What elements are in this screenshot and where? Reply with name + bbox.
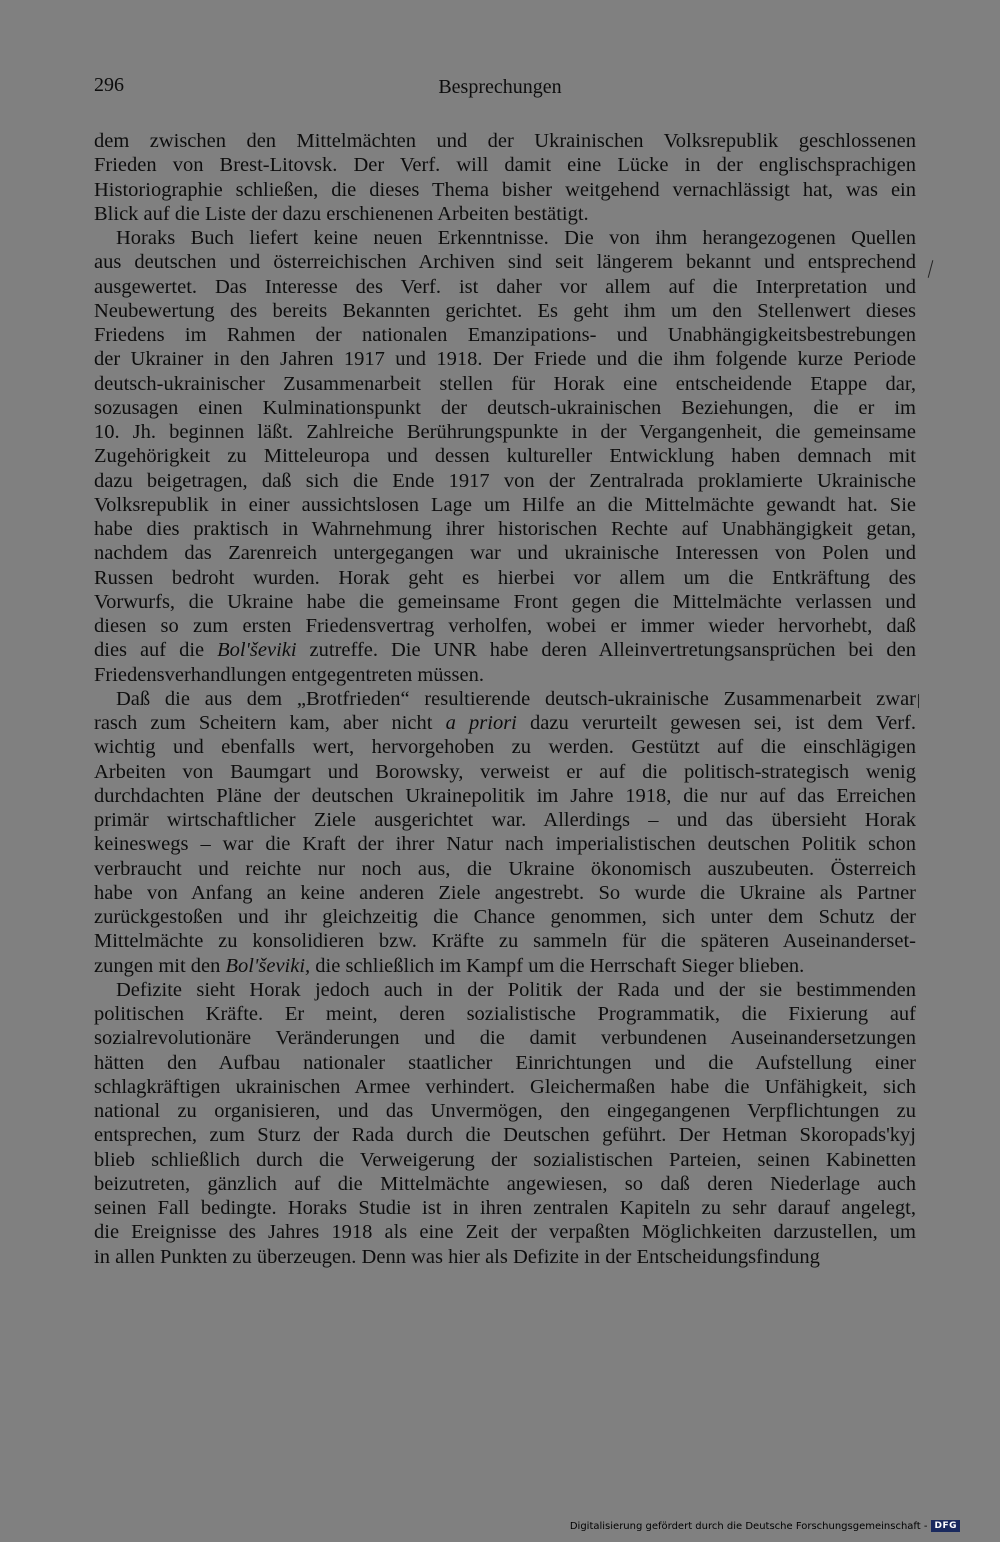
text-run: keineswegs – war die Kraft der ihrer Natur nach imperialistischen deutschen Politik schon (94, 833, 916, 856)
text-run: Neubewertung des bereits Bekannten gerichtet. Es geht ihm um den Stellenwert dieses (94, 299, 916, 322)
text-run: die schließlich im Kampf um die Herrschaft Sieger blieben. (310, 954, 805, 977)
running-head: Besprechungen (438, 76, 562, 98)
text-line (94, 978, 916, 1002)
text-run: ausgewertet. Das Interesse des Verf. ist daher vor allem auf die Interpretation und (94, 275, 916, 298)
footer-credit (570, 1520, 960, 1532)
text-run: national zu organisieren, und das Unvermögen, den eingegangenen Verpflichtungen zu (94, 1100, 916, 1122)
text-line (94, 1148, 916, 1172)
text-run: beizutreten, gänzlich auf die Mittelmächte angewiesen, so daß deren Niederlage auch (94, 1172, 916, 1195)
text-line (94, 347, 916, 371)
text-line (94, 129, 916, 153)
text-line (94, 808, 916, 832)
text-line (94, 614, 916, 638)
text-line (94, 226, 916, 250)
text-run: zungen mit den (94, 954, 226, 977)
text-run: verbraucht und reichte nur noch aus, die Ukraine ökonomisch auszubeuten. Österreich (94, 857, 916, 880)
text-run: Mittelmächte zu konsolidieren bzw. Kräfte zu sammeln für die späteren Auseinanderset- (94, 930, 916, 953)
text-run: Friedensverhandlungen entgegentreten müssen. (94, 663, 484, 686)
text-line (94, 1220, 916, 1244)
text-line (94, 687, 916, 711)
text-line (94, 541, 916, 565)
text-line (94, 1026, 916, 1050)
text-run: primär wirtschaftlicher Ziele ausgerichtet war. Allerdings – und das übersieht Horak (94, 809, 916, 831)
text-run: zurückgestoßen und ihr gleichzeitig die Chance genommen, sich unter dem Schutz der (94, 906, 916, 928)
text-run: Volksrepublik in einer aussichtslosen Lage um Hilfe an die Mittelmächte gewandt hat. Sie (94, 493, 916, 516)
text-line (94, 1002, 916, 1026)
text-line (94, 323, 916, 347)
text-line (94, 638, 916, 662)
text-run: Daß die aus dem „Brotfrieden“ resultierende deutsch-ukrainische Zusammenarbeit zwar (116, 687, 916, 710)
text-line (94, 929, 916, 953)
text-run: sozusagen einen Kulminationspunkt der deutsch-ukrainischen Beziehungen, die er im (94, 396, 916, 419)
text-line (94, 178, 916, 202)
text-line (94, 517, 916, 541)
text-line (94, 372, 916, 396)
text-line (94, 396, 916, 420)
text-line (94, 735, 916, 759)
text-line (94, 954, 916, 978)
text-run: entsprechen, zum Sturz der Rada durch die Deutschen geführt. Der Hetman Skoropads'kyj (94, 1124, 916, 1147)
text-line (94, 1099, 916, 1123)
footer-credit-text: Digitalisierung gefördert durch die Deutsche Forschungsgemeinschaft - (569, 1520, 928, 1532)
text-run: blieb schließlich durch die Verweigerung der sozialistischen Parteien, seinen Kabinetten (94, 1148, 916, 1171)
margin-mark (918, 694, 919, 708)
text-line (94, 711, 916, 735)
text-run: rasch zum Scheitern kam, aber nicht (94, 712, 446, 734)
text-line (94, 1075, 916, 1099)
text-line (94, 444, 916, 468)
text-run: hätten den Aufbau nationaler staatlicher Einrichtungen und die Aufstellung einer (94, 1051, 916, 1074)
text-run: Friedens im Rahmen der nationalen Emanzipations- und Unabhängigkeitsbestrebungen (94, 324, 916, 346)
text-run: dies auf die (94, 639, 218, 662)
text-run: habe dies praktisch in Wahrnehmung ihrer historischen Rechte auf Unabhängigkeit getan, (94, 518, 916, 540)
text-run: Arbeiten von Baumgart und Borowsky, verweist er auf die politisch-strategisch wenig (94, 760, 916, 783)
text-run: Vorwurfs, die Ukraine habe die gemeinsame Front gegen die Mittelmächte verlassen und (94, 590, 916, 613)
text-line (94, 881, 916, 905)
italic-term: Bol'ševiki (217, 639, 297, 662)
text-line (94, 1196, 916, 1220)
text-run: sozialrevolutionäre Veränderungen und die damit verbundenen Auseinandersetzungen (94, 1027, 916, 1050)
text-line (94, 1172, 916, 1196)
text-run: habe von Anfang an keine anderen Ziele angestrebt. So wurde die Ukraine als Partner (94, 881, 916, 904)
page-number: 296 (94, 74, 124, 96)
text-line (94, 857, 916, 881)
italic-term: a priori (445, 712, 517, 734)
text-line (94, 493, 916, 517)
italic-term: Bol'ševiki, (225, 954, 311, 977)
text-line (94, 1123, 916, 1147)
text-run: Defizite sieht Horak jedoch auch in der Politik der Rada und der sie bestimmenden (116, 978, 916, 1001)
text-run: diesen so zum ersten Friedensvertrag verholfen, wobei er immer wieder hervorhebt, daß (94, 615, 916, 637)
text-line (94, 784, 916, 808)
text-run: Frieden von Brest-Litovsk. Der Verf. will damit eine Lücke in der englischsprachigen (94, 154, 916, 177)
text-run: politischen Kräfte. Er meint, deren sozialistische Programmatik, die Fixierung auf (94, 1003, 916, 1025)
text-run: dem zwischen den Mittelmächten und der Ukrainischen Volksrepublik geschlossenen (94, 130, 916, 152)
text-line (94, 760, 916, 784)
text-line (94, 275, 916, 299)
text-run: 10. Jh. beginnen läßt. Zahlreiche Berührungspunkte in der Vergangenheit, die gemeinsame (94, 421, 916, 443)
text-line (94, 1245, 916, 1269)
text-line (94, 469, 916, 493)
text-run: schlagkräftigen ukrainischen Armee verhindert. Gleichermaßen habe die Unfähigkeit, sich (94, 1075, 916, 1098)
text-run: wichtig und ebenfalls wert, hervorgehoben zu werden. Gestützt auf die einschlägigen (94, 736, 916, 759)
text-run: Blick auf die Liste der dazu erschienenen Arbeiten bestätigt. (94, 202, 589, 225)
margin-mark (928, 260, 934, 278)
text-run: deutsch-ukrainischer Zusammenarbeit stellen für Horak eine entscheidende Etappe dar, (94, 372, 916, 395)
body-text (94, 129, 916, 1269)
text-run: in allen Punkten zu überzeugen. Denn was hier als Defizite in der Entscheidungsfindung (94, 1245, 820, 1268)
text-line (94, 299, 916, 323)
text-line (94, 250, 916, 274)
text-line (94, 590, 916, 614)
text-run: dazu beigetragen, daß sich die Ende 1917 von der Zentralrada proklamierte Ukrainische (94, 469, 916, 492)
text-line (94, 1051, 916, 1075)
text-line (94, 202, 916, 226)
text-run: durchdachten Pläne der deutschen Ukrainepolitik im Jahre 1918, die nur auf das Erreichen (94, 784, 916, 807)
text-run: die Ereignisse des Jahres 1918 als eine Zeit der verpaßten Möglichkeiten darzustellen, um (94, 1221, 916, 1244)
text-run: Russen bedroht wurden. Horak geht es hierbei vor allem um die Entkräftung des (94, 566, 916, 589)
text-line (94, 566, 916, 590)
text-line (94, 420, 916, 444)
text-line (94, 905, 916, 929)
text-run: seinen Fall bedingte. Horaks Studie ist in ihren zentralen Kapiteln zu sehr darauf angelegt, (94, 1197, 916, 1219)
text-run: zutreffe. Die UNR habe deren Alleinvertretungsansprüchen bei den (296, 639, 916, 662)
text-run: Horaks Buch liefert keine neuen Erkenntnisse. Die von ihm herangezogenen Quellen (116, 227, 916, 249)
dfg-logo: DFG (931, 1520, 960, 1532)
text-run: nachdem das Zarenreich untergegangen war und ukrainische Interessen von Polen und (94, 542, 916, 565)
text-line (94, 663, 916, 687)
text-line (94, 832, 916, 856)
text-run: dazu verurteilt gewesen sei, ist dem Verf. (516, 712, 916, 734)
text-line (94, 153, 916, 177)
text-run: der Ukrainer in den Jahren 1917 und 1918. Der Friede und die ihm folgende kurze Periode (94, 348, 916, 371)
text-run: Zugehörigkeit zu Mitteleuropa und dessen kultureller Entwicklung haben demnach mit (94, 445, 916, 468)
text-run: aus deutschen und österreichischen Archiven sind seit längerem bekannt und entsprechend (94, 251, 916, 274)
text-run: Historiographie schließen, die dieses Thema bisher weitgehend vernachlässigt hat, was ein (94, 178, 916, 201)
